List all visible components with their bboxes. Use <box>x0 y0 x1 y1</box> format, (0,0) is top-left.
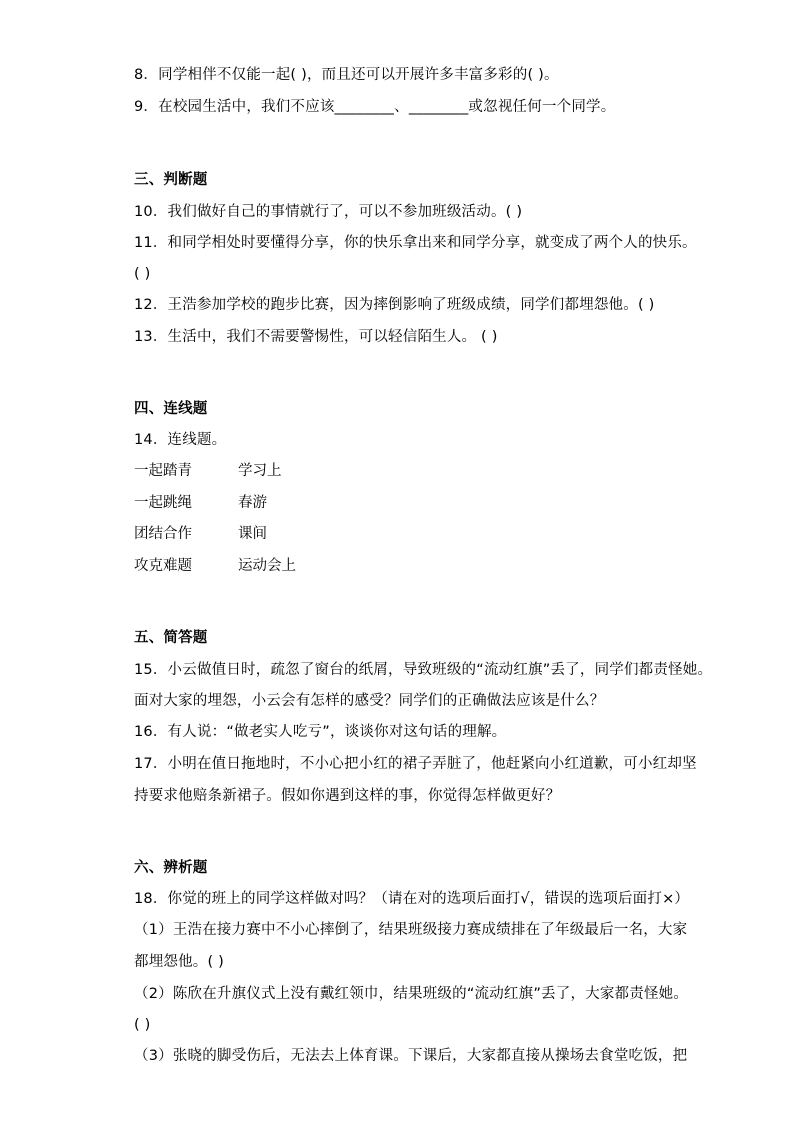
section-heading-matching: 四、连线题 <box>134 401 208 417</box>
match-left-item: 一起跳绳 <box>134 495 192 511</box>
match-right-item: 运动会上 <box>238 558 296 574</box>
match-left-item: 团结合作 <box>134 526 192 542</box>
question-9: 9．在校园生活中，我们不应该________、________或忽视任何一个同学。 <box>134 99 616 115</box>
question-12: 12．王浩参加学校的跑步比赛，因为摔倒影响了班级成绩，同学们都埋怨他。( ) <box>134 297 655 313</box>
question-17-line-2: 持要求他赔条新裙子。假如你遇到这样的事，你觉得怎样做更好？ <box>134 788 561 804</box>
match-right-item: 学习上 <box>238 463 282 479</box>
question-18-part-2-line-2: ( ) <box>134 1017 151 1033</box>
question-18: 18．你觉的班上的同学这样做对吗？（请在对的选项后面打√，错误的选项后面打×） <box>134 891 690 907</box>
match-left-item: 一起踏青 <box>134 463 192 479</box>
question-15-line-2: 面对大家的埋怨，小云会有怎样的感受？同学们的正确做法应该是什么？ <box>134 693 605 709</box>
section-heading-short-answer: 五、简答题 <box>134 630 208 646</box>
section-heading-analysis: 六、辨析题 <box>134 860 208 876</box>
question-18-part-1-line-1: （1）王浩在接力赛中不小心摔倒了，结果班级接力赛成绩排在了年级最后一名，大家 <box>134 922 688 938</box>
question-18-part-3-line-1: （3）张晓的脚受伤后，无法去上体育课。下课后，大家都直接从操场去食堂吃饭，把 <box>134 1048 688 1064</box>
question-10: 10．我们做好自己的事情就行了，可以不参加班级活动。( ) <box>134 204 523 220</box>
question-15-line-1: 15．小云做值日时，疏忽了窗台的纸屑，导致班级的“流动红旗”丢了，同学们都责怪她。 <box>134 662 713 678</box>
question-11-line-1: 11．和同学相处时要懂得分享，你的快乐拿出来和同学分享，就变成了两个人的快乐。 <box>134 235 697 251</box>
match-left-item: 攻克难题 <box>134 558 192 574</box>
section-heading-judgement: 三、判断题 <box>134 172 208 188</box>
match-right-item: 春游 <box>238 495 267 511</box>
question-14: 14．连线题。 <box>134 432 227 448</box>
question-18-part-1-line-2: 都埋怨他。( ) <box>134 954 225 970</box>
match-right-item: 课间 <box>238 526 267 542</box>
question-17-line-1: 17．小明在值日拖地时，不小心把小红的裙子弄脏了，他赶紧向小红道歉，可小红却坚 <box>134 756 697 772</box>
question-13: 13．生活中，我们不需要警惕性，可以轻信陌生人。 ( ) <box>134 329 498 345</box>
question-16: 16．有人说：“做老实人吃亏”，谈谈你对这句话的理解。 <box>134 724 507 740</box>
question-11-line-2: ( ) <box>134 266 151 282</box>
question-18-part-2-line-1: （2）陈欣在升旗仪式上没有戴红领巾，结果班级的“流动红旗”丢了，大家都责怪她。 <box>134 986 689 1002</box>
question-8: 8．同学相伴不仅能一起( )，而且还可以开展许多丰富多彩的( )。 <box>134 67 559 83</box>
